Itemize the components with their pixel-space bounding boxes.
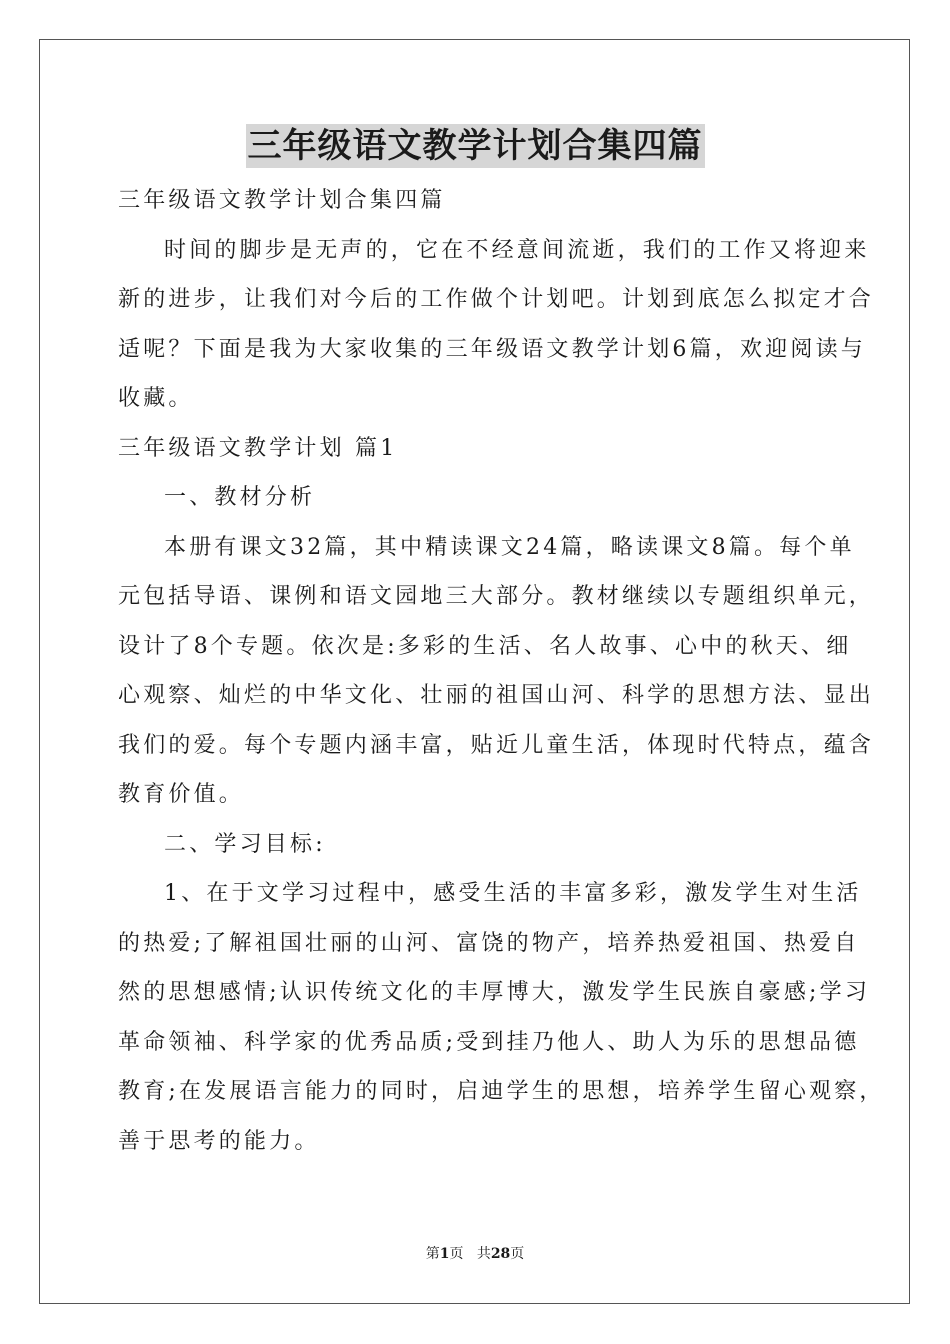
- document-title: 三年级语文教学计划合集四篇: [247, 126, 703, 166]
- footer-page-number: 1: [439, 1246, 450, 1262]
- text-line: 本册有课文32篇，其中精读课文24篇，略读课文8篇。每个单: [164, 534, 855, 560]
- document-body: [118, 176, 885, 1166]
- text-line: 的热爱;了解祖国壮丽的山河、富饶的物产，培养热爱祖国、热爱自: [118, 930, 860, 956]
- text-line: 一、教材分析: [164, 485, 316, 510]
- text-line: 革命领袖、科学家的优秀品质;受到挂乃他人、助人为乐的思想品德: [118, 1029, 860, 1055]
- text-line: 元包括导语、课例和语文园地三大部分。教材继续以专题组织单元，: [118, 584, 875, 609]
- text-line: 适呢？下面是我为大家收集的三年级语文教学计划6篇，欢迎阅读与: [118, 336, 866, 362]
- text-line: 时间的脚步是无声的，它在不经意间流逝，我们的工作又将迎来: [164, 237, 870, 263]
- page-footer: [0, 1245, 950, 1263]
- text-line: 收藏。: [118, 386, 194, 411]
- footer-total-suffix: 页: [510, 1246, 525, 1262]
- text-line: 教育;在发展语言能力的同时，启迪学生的思想，培养学生留心观察，: [118, 1079, 885, 1104]
- text-line: 三年级语文教学计划合集四篇: [118, 188, 446, 213]
- footer-page-suffix: 页: [449, 1246, 464, 1262]
- footer-total-pages: 28: [490, 1246, 511, 1262]
- text-line: 心观察、灿烂的中华文化、壮丽的祖国山河、科学的思想方法、显出: [118, 683, 875, 708]
- text-line: 教育价值。: [118, 782, 245, 807]
- text-line: 三年级语文教学计划 篇1: [118, 435, 398, 461]
- text-line: 新的进步，让我们对今后的工作做个计划吧。计划到底怎么拟定才合: [118, 287, 875, 312]
- text-line: 我们的爱。每个专题内涵丰富，贴近儿童生活，体现时代特点，蕴含: [118, 732, 875, 758]
- title-container: [0, 124, 950, 168]
- text-line: 然的思想感情;认识传统文化的丰厚博大，激发学生民族自豪感;学习: [118, 980, 871, 1005]
- text-line: 二、学习目标:: [164, 831, 326, 857]
- text-line: 1、在于文学习过程中，感受生活的丰富多彩，激发学生对生活: [164, 881, 862, 906]
- text-line: 设计了8个专题。依次是:多彩的生活、名人故事、心中的秋天、细: [118, 633, 852, 659]
- text-line: 善于思考的能力。: [118, 1128, 320, 1154]
- footer-page-prefix: 第: [425, 1246, 440, 1262]
- footer-total-prefix: 共: [476, 1246, 491, 1262]
